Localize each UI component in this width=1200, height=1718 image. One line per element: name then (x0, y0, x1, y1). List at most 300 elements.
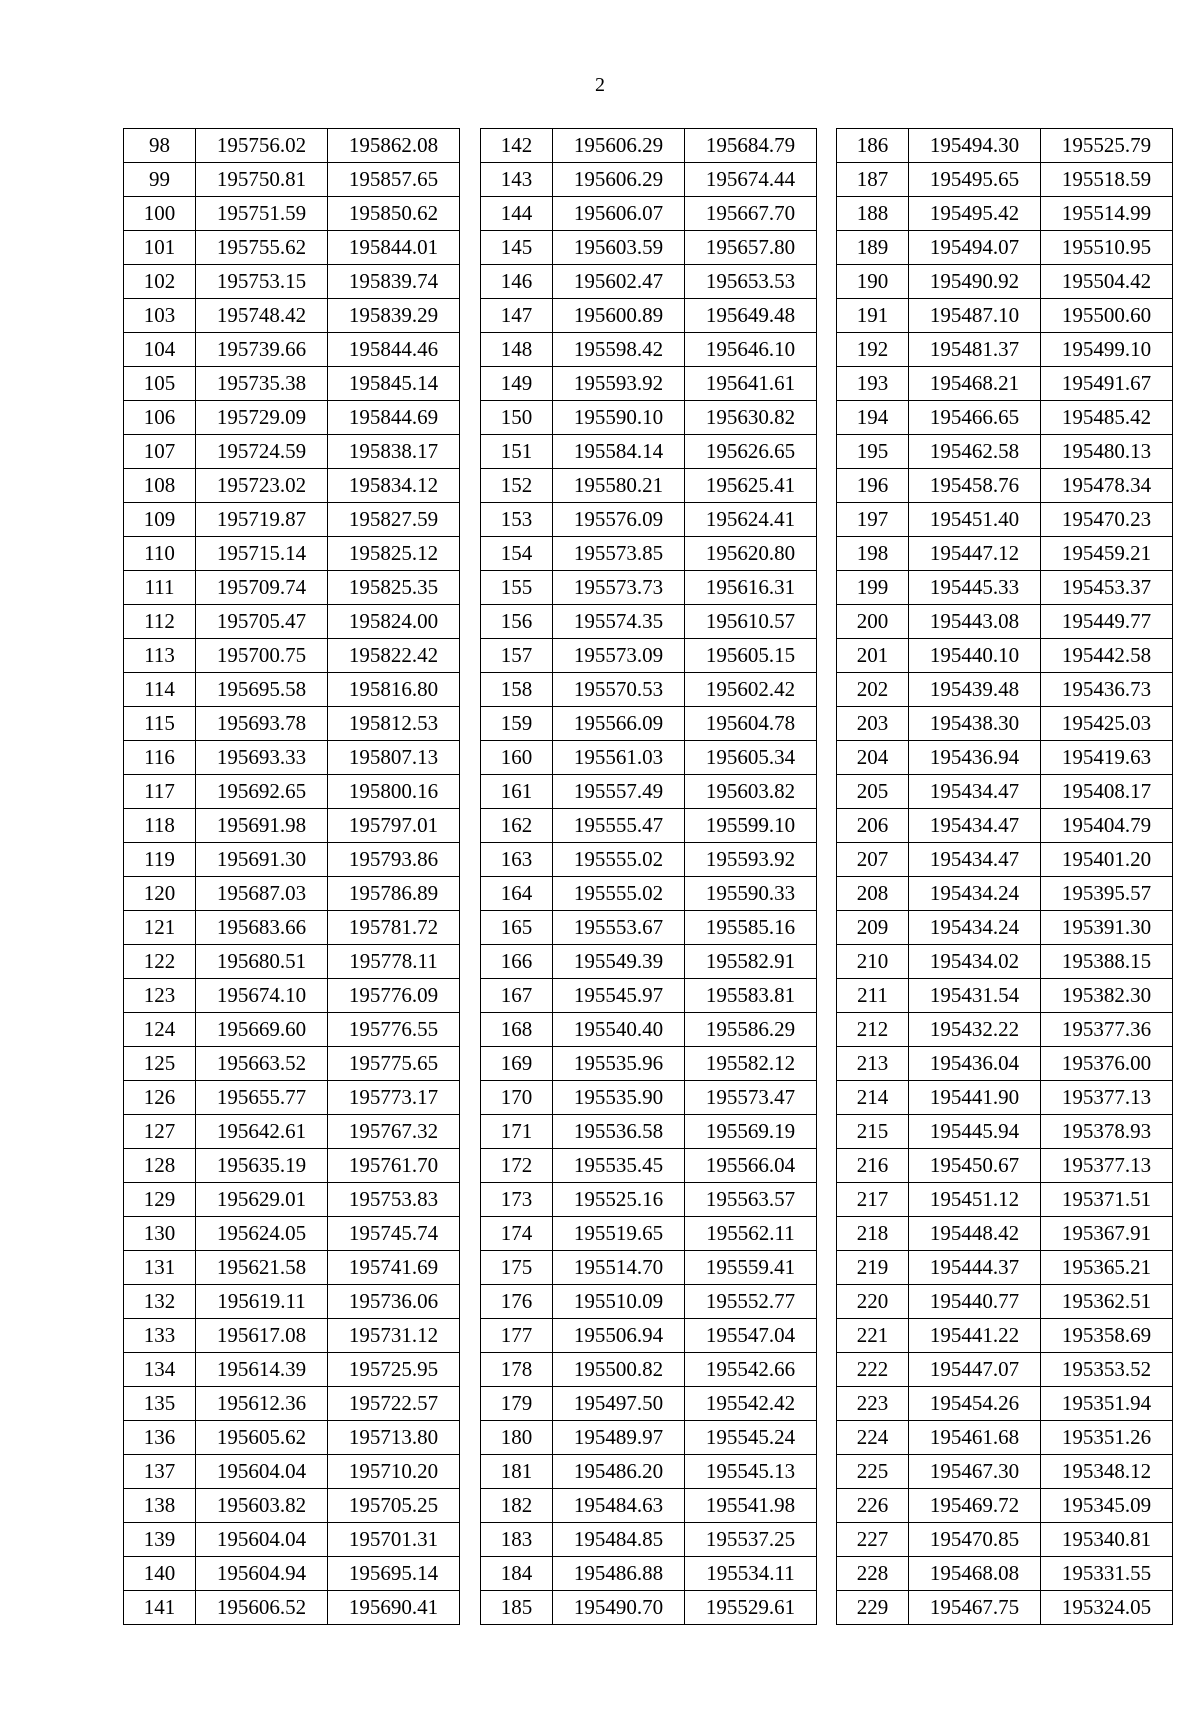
table-row (481, 163, 817, 197)
x-coordinate-cell: 195553.67 (553, 911, 685, 945)
table-row (837, 1421, 1173, 1455)
y-coordinate-cell: 195761.70 (328, 1149, 460, 1183)
y-coordinate-cell: 195408.17 (1041, 775, 1173, 809)
y-coordinate-cell: 195807.13 (328, 741, 460, 775)
y-coordinate-cell: 195736.06 (328, 1285, 460, 1319)
table-row (837, 1523, 1173, 1557)
y-coordinate-cell: 195365.21 (1041, 1251, 1173, 1285)
table-row (481, 231, 817, 265)
y-coordinate-cell: 195653.53 (685, 265, 817, 299)
point-number-cell: 213 (837, 1047, 909, 1081)
x-coordinate-cell: 195443.08 (909, 605, 1041, 639)
table-row (837, 1557, 1173, 1591)
y-coordinate-cell: 195478.34 (1041, 469, 1173, 503)
x-coordinate-cell: 195470.85 (909, 1523, 1041, 1557)
y-coordinate-cell: 195470.23 (1041, 503, 1173, 537)
point-number-cell: 102 (124, 265, 196, 299)
y-coordinate-cell: 195827.59 (328, 503, 460, 537)
y-coordinate-cell: 195586.29 (685, 1013, 817, 1047)
table-row (481, 1183, 817, 1217)
point-number-cell: 173 (481, 1183, 553, 1217)
point-number-cell: 226 (837, 1489, 909, 1523)
table-row (837, 537, 1173, 571)
x-coordinate-cell: 195510.09 (553, 1285, 685, 1319)
x-coordinate-cell: 195604.04 (196, 1523, 328, 1557)
table-row (481, 979, 817, 1013)
point-number-cell: 167 (481, 979, 553, 1013)
x-coordinate-cell: 195458.76 (909, 469, 1041, 503)
x-coordinate-cell: 195436.94 (909, 741, 1041, 775)
x-coordinate-cell: 195709.74 (196, 571, 328, 605)
table-row (124, 1455, 460, 1489)
table-row (837, 163, 1173, 197)
point-number-cell: 139 (124, 1523, 196, 1557)
point-number-cell: 197 (837, 503, 909, 537)
x-coordinate-cell: 195719.87 (196, 503, 328, 537)
point-number-cell: 141 (124, 1591, 196, 1625)
table-row (837, 1081, 1173, 1115)
y-coordinate-cell: 195605.34 (685, 741, 817, 775)
point-number-cell: 134 (124, 1353, 196, 1387)
table-row (837, 911, 1173, 945)
x-coordinate-cell: 195700.75 (196, 639, 328, 673)
table-row (837, 367, 1173, 401)
table-row (837, 1013, 1173, 1047)
y-coordinate-cell: 195485.42 (1041, 401, 1173, 435)
coordinate-table-3 (836, 128, 1173, 1625)
x-coordinate-cell: 195624.05 (196, 1217, 328, 1251)
point-number-cell: 217 (837, 1183, 909, 1217)
table-row (124, 367, 460, 401)
point-number-cell: 120 (124, 877, 196, 911)
point-number-cell: 160 (481, 741, 553, 775)
table-row (481, 877, 817, 911)
y-coordinate-cell: 195371.51 (1041, 1183, 1173, 1217)
table-row (481, 435, 817, 469)
y-coordinate-cell: 195547.04 (685, 1319, 817, 1353)
table-row (837, 1251, 1173, 1285)
x-coordinate-cell: 195593.92 (553, 367, 685, 401)
point-number-cell: 142 (481, 129, 553, 163)
x-coordinate-cell: 195606.52 (196, 1591, 328, 1625)
table-row (481, 537, 817, 571)
x-coordinate-cell: 195557.49 (553, 775, 685, 809)
table-row (124, 1421, 460, 1455)
point-number-cell: 196 (837, 469, 909, 503)
y-coordinate-cell: 195582.12 (685, 1047, 817, 1081)
x-coordinate-cell: 195514.70 (553, 1251, 685, 1285)
y-coordinate-cell: 195767.32 (328, 1115, 460, 1149)
point-number-cell: 170 (481, 1081, 553, 1115)
table-row (124, 231, 460, 265)
y-coordinate-cell: 195845.14 (328, 367, 460, 401)
x-coordinate-cell: 195500.82 (553, 1353, 685, 1387)
table-row (837, 945, 1173, 979)
point-number-cell: 164 (481, 877, 553, 911)
x-coordinate-cell: 195723.02 (196, 469, 328, 503)
y-coordinate-cell: 195582.91 (685, 945, 817, 979)
point-number-cell: 181 (481, 1455, 553, 1489)
y-coordinate-cell: 195362.51 (1041, 1285, 1173, 1319)
y-coordinate-cell: 195590.33 (685, 877, 817, 911)
table-row (481, 1591, 817, 1625)
table-row (837, 299, 1173, 333)
x-coordinate-cell: 195750.81 (196, 163, 328, 197)
table-row (481, 333, 817, 367)
y-coordinate-cell: 195545.24 (685, 1421, 817, 1455)
x-coordinate-cell: 195434.47 (909, 809, 1041, 843)
x-coordinate-cell: 195468.21 (909, 367, 1041, 401)
x-coordinate-cell: 195487.10 (909, 299, 1041, 333)
y-coordinate-cell: 195695.14 (328, 1557, 460, 1591)
x-coordinate-cell: 195447.07 (909, 1353, 1041, 1387)
y-coordinate-cell: 195710.20 (328, 1455, 460, 1489)
y-coordinate-cell: 195537.25 (685, 1523, 817, 1557)
y-coordinate-cell: 195797.01 (328, 809, 460, 843)
y-coordinate-cell: 195573.47 (685, 1081, 817, 1115)
y-coordinate-cell: 195839.74 (328, 265, 460, 299)
y-coordinate-cell: 195844.69 (328, 401, 460, 435)
point-number-cell: 214 (837, 1081, 909, 1115)
y-coordinate-cell: 195839.29 (328, 299, 460, 333)
point-number-cell: 148 (481, 333, 553, 367)
x-coordinate-cell: 195573.73 (553, 571, 685, 605)
point-number-cell: 227 (837, 1523, 909, 1557)
x-coordinate-cell: 195497.50 (553, 1387, 685, 1421)
x-coordinate-cell: 195606.07 (553, 197, 685, 231)
table-row (837, 469, 1173, 503)
y-coordinate-cell: 195690.41 (328, 1591, 460, 1625)
y-coordinate-cell: 195351.26 (1041, 1421, 1173, 1455)
table-row (124, 1251, 460, 1285)
x-coordinate-cell: 195693.78 (196, 707, 328, 741)
y-coordinate-cell: 195674.44 (685, 163, 817, 197)
x-coordinate-cell: 195751.59 (196, 197, 328, 231)
point-number-cell: 121 (124, 911, 196, 945)
point-number-cell: 108 (124, 469, 196, 503)
point-number-cell: 105 (124, 367, 196, 401)
point-number-cell: 172 (481, 1149, 553, 1183)
table-row (837, 1149, 1173, 1183)
table-row (124, 741, 460, 775)
point-number-cell: 168 (481, 1013, 553, 1047)
x-coordinate-cell: 195602.47 (553, 265, 685, 299)
table-row (481, 1455, 817, 1489)
point-number-cell: 222 (837, 1353, 909, 1387)
x-coordinate-cell: 195655.77 (196, 1081, 328, 1115)
x-coordinate-cell: 195619.11 (196, 1285, 328, 1319)
x-coordinate-cell: 195612.36 (196, 1387, 328, 1421)
y-coordinate-cell: 195713.80 (328, 1421, 460, 1455)
x-coordinate-cell: 195683.66 (196, 911, 328, 945)
table-row (837, 639, 1173, 673)
table-row (837, 707, 1173, 741)
x-coordinate-cell: 195535.45 (553, 1149, 685, 1183)
table-row (481, 1319, 817, 1353)
table-row (124, 469, 460, 503)
x-coordinate-cell: 195495.65 (909, 163, 1041, 197)
table-row (837, 877, 1173, 911)
y-coordinate-cell: 195816.80 (328, 673, 460, 707)
point-number-cell: 106 (124, 401, 196, 435)
point-number-cell: 116 (124, 741, 196, 775)
table-row (124, 1217, 460, 1251)
y-coordinate-cell: 195377.13 (1041, 1149, 1173, 1183)
y-coordinate-cell: 195844.46 (328, 333, 460, 367)
table-row (481, 1489, 817, 1523)
table-row (124, 775, 460, 809)
point-number-cell: 114 (124, 673, 196, 707)
y-coordinate-cell: 195583.81 (685, 979, 817, 1013)
x-coordinate-cell: 195486.20 (553, 1455, 685, 1489)
table-row (124, 265, 460, 299)
point-number-cell: 149 (481, 367, 553, 401)
point-number-cell: 157 (481, 639, 553, 673)
x-coordinate-cell: 195434.24 (909, 911, 1041, 945)
point-number-cell: 198 (837, 537, 909, 571)
point-number-cell: 184 (481, 1557, 553, 1591)
point-number-cell: 161 (481, 775, 553, 809)
point-number-cell: 152 (481, 469, 553, 503)
x-coordinate-cell: 195540.40 (553, 1013, 685, 1047)
x-coordinate-cell: 195495.42 (909, 197, 1041, 231)
point-number-cell: 195 (837, 435, 909, 469)
point-number-cell: 147 (481, 299, 553, 333)
table-row (837, 1591, 1173, 1625)
point-number-cell: 182 (481, 1489, 553, 1523)
x-coordinate-cell: 195692.65 (196, 775, 328, 809)
y-coordinate-cell: 195741.69 (328, 1251, 460, 1285)
y-coordinate-cell: 195376.00 (1041, 1047, 1173, 1081)
x-coordinate-cell: 195603.59 (553, 231, 685, 265)
x-coordinate-cell: 195574.35 (553, 605, 685, 639)
point-number-cell: 117 (124, 775, 196, 809)
point-number-cell: 153 (481, 503, 553, 537)
y-coordinate-cell: 195603.82 (685, 775, 817, 809)
y-coordinate-cell: 195862.08 (328, 129, 460, 163)
point-number-cell: 145 (481, 231, 553, 265)
table-row (481, 911, 817, 945)
x-coordinate-cell: 195481.37 (909, 333, 1041, 367)
x-coordinate-cell: 195687.03 (196, 877, 328, 911)
point-number-cell: 137 (124, 1455, 196, 1489)
table-row (124, 129, 460, 163)
table-row (124, 911, 460, 945)
table-row (481, 1047, 817, 1081)
y-coordinate-cell: 195781.72 (328, 911, 460, 945)
table-row (837, 1319, 1173, 1353)
y-coordinate-cell: 195449.77 (1041, 605, 1173, 639)
point-number-cell: 99 (124, 163, 196, 197)
y-coordinate-cell: 195604.78 (685, 707, 817, 741)
point-number-cell: 158 (481, 673, 553, 707)
y-coordinate-cell: 195620.80 (685, 537, 817, 571)
point-number-cell: 124 (124, 1013, 196, 1047)
point-number-cell: 220 (837, 1285, 909, 1319)
table-row (124, 299, 460, 333)
table-row (124, 639, 460, 673)
y-coordinate-cell: 195388.15 (1041, 945, 1173, 979)
table-row (481, 1285, 817, 1319)
x-coordinate-cell: 195535.90 (553, 1081, 685, 1115)
x-coordinate-cell: 195466.65 (909, 401, 1041, 435)
table-row (481, 503, 817, 537)
x-coordinate-cell: 195555.47 (553, 809, 685, 843)
y-coordinate-cell: 195641.61 (685, 367, 817, 401)
x-coordinate-cell: 195438.30 (909, 707, 1041, 741)
y-coordinate-cell: 195378.93 (1041, 1115, 1173, 1149)
table-row (837, 775, 1173, 809)
table-row (481, 945, 817, 979)
table-row (481, 639, 817, 673)
y-coordinate-cell: 195358.69 (1041, 1319, 1173, 1353)
x-coordinate-cell: 195642.61 (196, 1115, 328, 1149)
x-coordinate-cell: 195598.42 (553, 333, 685, 367)
table-row (837, 979, 1173, 1013)
y-coordinate-cell: 195616.31 (685, 571, 817, 605)
y-coordinate-cell: 195822.42 (328, 639, 460, 673)
table-row (837, 1047, 1173, 1081)
x-coordinate-cell: 195486.88 (553, 1557, 685, 1591)
x-coordinate-cell: 195432.22 (909, 1013, 1041, 1047)
table-row (481, 1353, 817, 1387)
x-coordinate-cell: 195484.85 (553, 1523, 685, 1557)
point-number-cell: 178 (481, 1353, 553, 1387)
y-coordinate-cell: 195480.13 (1041, 435, 1173, 469)
point-number-cell: 162 (481, 809, 553, 843)
table-row (124, 809, 460, 843)
y-coordinate-cell: 195773.17 (328, 1081, 460, 1115)
point-number-cell: 156 (481, 605, 553, 639)
x-coordinate-cell: 195555.02 (553, 877, 685, 911)
x-coordinate-cell: 195451.12 (909, 1183, 1041, 1217)
y-coordinate-cell: 195453.37 (1041, 571, 1173, 605)
y-coordinate-cell: 195442.58 (1041, 639, 1173, 673)
x-coordinate-cell: 195519.65 (553, 1217, 685, 1251)
table-row (837, 1455, 1173, 1489)
x-coordinate-cell: 195576.09 (553, 503, 685, 537)
table-row (481, 1251, 817, 1285)
page-number: 2 (595, 74, 605, 96)
y-coordinate-cell: 195684.79 (685, 129, 817, 163)
table-row (481, 707, 817, 741)
table-row (124, 945, 460, 979)
x-coordinate-cell: 195606.29 (553, 163, 685, 197)
table-row (124, 1149, 460, 1183)
y-coordinate-cell: 195825.12 (328, 537, 460, 571)
x-coordinate-cell: 195451.40 (909, 503, 1041, 537)
point-number-cell: 169 (481, 1047, 553, 1081)
x-coordinate-cell: 195448.42 (909, 1217, 1041, 1251)
y-coordinate-cell: 195499.10 (1041, 333, 1173, 367)
table-row (837, 1115, 1173, 1149)
table-row (837, 1285, 1173, 1319)
point-number-cell: 187 (837, 163, 909, 197)
table-row (481, 1523, 817, 1557)
point-number-cell: 207 (837, 843, 909, 877)
x-coordinate-cell: 195715.14 (196, 537, 328, 571)
x-coordinate-cell: 195614.39 (196, 1353, 328, 1387)
table-row (837, 435, 1173, 469)
y-coordinate-cell: 195793.86 (328, 843, 460, 877)
y-coordinate-cell: 195778.11 (328, 945, 460, 979)
point-number-cell: 189 (837, 231, 909, 265)
y-coordinate-cell: 195657.80 (685, 231, 817, 265)
y-coordinate-cell: 195593.92 (685, 843, 817, 877)
point-number-cell: 194 (837, 401, 909, 435)
y-coordinate-cell: 195404.79 (1041, 809, 1173, 843)
x-coordinate-cell: 195555.02 (553, 843, 685, 877)
y-coordinate-cell: 195602.42 (685, 673, 817, 707)
point-number-cell: 200 (837, 605, 909, 639)
table-row (124, 163, 460, 197)
y-coordinate-cell: 195705.25 (328, 1489, 460, 1523)
y-coordinate-cell: 195731.12 (328, 1319, 460, 1353)
x-coordinate-cell: 195434.24 (909, 877, 1041, 911)
point-number-cell: 171 (481, 1115, 553, 1149)
point-number-cell: 107 (124, 435, 196, 469)
point-number-cell: 130 (124, 1217, 196, 1251)
x-coordinate-cell: 195561.03 (553, 741, 685, 775)
y-coordinate-cell: 195491.67 (1041, 367, 1173, 401)
point-number-cell: 98 (124, 129, 196, 163)
point-number-cell: 177 (481, 1319, 553, 1353)
x-coordinate-cell: 195603.82 (196, 1489, 328, 1523)
y-coordinate-cell: 195340.81 (1041, 1523, 1173, 1557)
y-coordinate-cell: 195518.59 (1041, 163, 1173, 197)
x-coordinate-cell: 195600.89 (553, 299, 685, 333)
x-coordinate-cell: 195445.33 (909, 571, 1041, 605)
point-number-cell: 174 (481, 1217, 553, 1251)
y-coordinate-cell: 195625.41 (685, 469, 817, 503)
table-row (124, 605, 460, 639)
x-coordinate-cell: 195604.04 (196, 1455, 328, 1489)
point-number-cell: 163 (481, 843, 553, 877)
table-row (124, 1387, 460, 1421)
y-coordinate-cell: 195630.82 (685, 401, 817, 435)
table-row (481, 1217, 817, 1251)
y-coordinate-cell: 195425.03 (1041, 707, 1173, 741)
y-coordinate-cell: 195838.17 (328, 435, 460, 469)
x-coordinate-cell: 195680.51 (196, 945, 328, 979)
point-number-cell: 115 (124, 707, 196, 741)
point-number-cell: 212 (837, 1013, 909, 1047)
y-coordinate-cell: 195395.57 (1041, 877, 1173, 911)
table-row (481, 843, 817, 877)
table-row (124, 401, 460, 435)
x-coordinate-cell: 195535.96 (553, 1047, 685, 1081)
x-coordinate-cell: 195468.08 (909, 1557, 1041, 1591)
point-number-cell: 186 (837, 129, 909, 163)
point-number-cell: 179 (481, 1387, 553, 1421)
x-coordinate-cell: 195494.30 (909, 129, 1041, 163)
coordinate-table-2 (480, 128, 817, 1625)
point-number-cell: 190 (837, 265, 909, 299)
y-coordinate-cell: 195566.04 (685, 1149, 817, 1183)
point-number-cell: 143 (481, 163, 553, 197)
point-number-cell: 111 (124, 571, 196, 605)
y-coordinate-cell: 195391.30 (1041, 911, 1173, 945)
y-coordinate-cell: 195624.41 (685, 503, 817, 537)
x-coordinate-cell: 195755.62 (196, 231, 328, 265)
table-row (124, 843, 460, 877)
x-coordinate-cell: 195756.02 (196, 129, 328, 163)
x-coordinate-cell: 195506.94 (553, 1319, 685, 1353)
y-coordinate-cell: 195545.13 (685, 1455, 817, 1489)
x-coordinate-cell: 195462.58 (909, 435, 1041, 469)
table-row (124, 1081, 460, 1115)
table-row (481, 1387, 817, 1421)
